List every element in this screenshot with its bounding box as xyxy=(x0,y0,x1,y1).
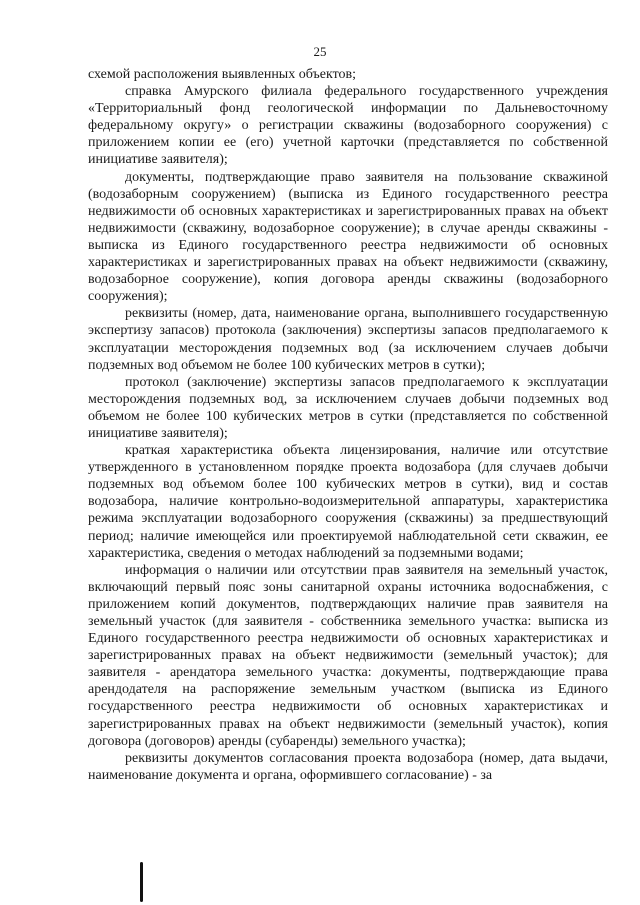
page-number: 25 xyxy=(313,44,327,59)
handwritten-margin-mark xyxy=(140,862,143,902)
paragraph-land-rights: информация о наличии или отсутствии прав заявителя на земельный участок, включающий первый пояс зоны санитарной охраны источника водоснабжения, с приложением копий документов, подтверждающих наличие прав заявителя на земельный участок (для заявителя - собственника земельного участка: выписка из Единого государственного реестра недвижимости об основных характеристиках и зарегистрированных правах на объект недвижимости (земельный участок); для заявителя - арендатора земельного участка: документы, подтверждающие права арендодателя на распоряжение земельным участком (выписка из Единого государственного реестра недвижимости об основных характеристиках и зарегистрированных правах на объект недвижимости (земельный участок), копия договора (договоров) аренды (субаренды) земельного участка); xyxy=(88,562,608,749)
paragraph-amur-branch-certificate: справка Амурского филиала федерального государственного учреждения «Территориальный фонд геологической информации по Дальневосточному федеральному округу» о регистрации скважины (водозаборного сооружения) с приложением копии ее (его) учетной карточки (представляется по собственной инициативе заявителя); xyxy=(88,84,608,168)
paragraph-continuation: схемой расположения выявленных объектов; xyxy=(88,67,356,82)
paragraph-well-rights-documents: документы, подтверждающие право заявителя на пользование скважиной (водозаборным сооружением) (выписка из Единого государственного реестра недвижимости об основных характеристиках и зарегистрированных правах на объект недвижимости (скважину, водозаборное сооружение); в случае аренды скважины - выписка из Единого государственного реестра недвижимости об основных характеристиках и зарегистрированных правах на объект недвижимости (скважину, водозаборное сооружение), копия договора аренды скважины (водозаборного сооружения); xyxy=(88,169,608,305)
paragraph-expertise-details: реквизиты (номер, дата, наименование органа, выполнившего государственную экспертизу запасов) протокола (заключения) экспертизы запасов предполагаемого к эксплуатации месторождения подземных вод (за исключением случаев добычи подземных вод объемом не более 100 кубических метров в сутки); xyxy=(88,306,608,373)
paragraph-object-characteristics: краткая характеристика объекта лицензирования, наличие или отсутствие утвержденного в установленном порядке проекта водозабора (для случаев добычи подземных вод объемом более 100 кубических метров в сутки), вид и состав водозабора, наличие контрольно-водоизмерительной аппаратуры, характеристика режима эксплуатации водозаборного сооружения (скважины) за предшествующий период; наличие имеющейся или проектируемой наблюдательной сети скважин, ее характеристика, сведения о методах наблюдений за подземными водами; xyxy=(88,443,608,561)
document-body xyxy=(88,66,608,784)
paragraph-expertise-protocol: протокол (заключение) экспертизы запасов предполагаемого к эксплуатации месторождения подземных вод, за исключением случаев добычи подземных вод объемом не более 100 кубических метров в сутки (представляется по собственной инициативе заявителя); xyxy=(88,374,608,441)
paragraph-approval-details: реквизиты документов согласования проекта водозабора (номер, дата выдачи, наименование документа и органа, оформившего согласование) - за xyxy=(88,750,608,783)
